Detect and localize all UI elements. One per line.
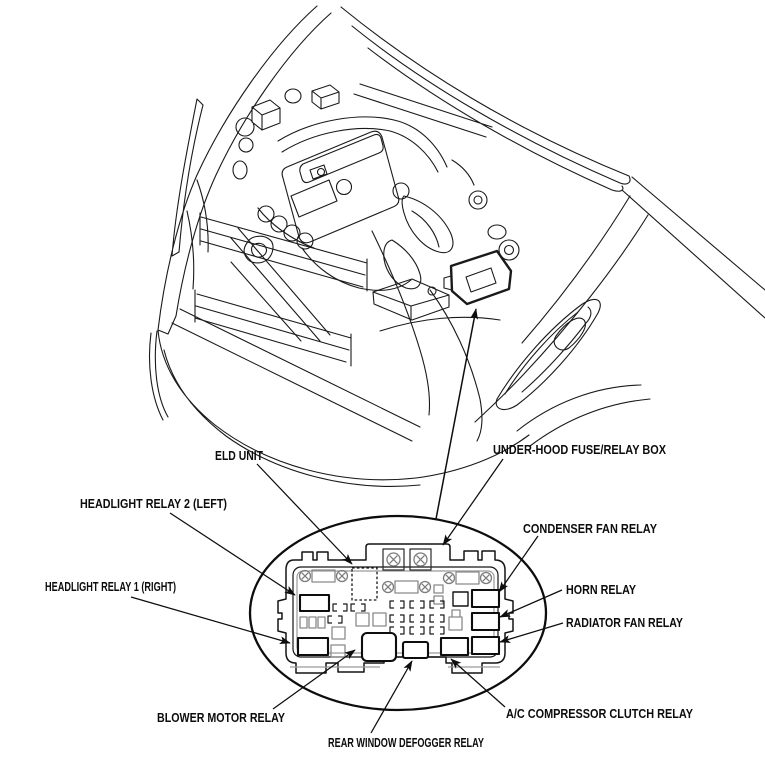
under-hood-box-label-arrow	[443, 459, 503, 545]
under-hood-fuse-relay-box-label: UNDER-HOOD FUSE/RELAY BOX	[493, 442, 667, 457]
front-bumper	[150, 330, 530, 486]
eld-unit-box	[352, 568, 377, 600]
rear-window-defogger-relay-label: REAR WINDOW DEFOGGER RELAY	[328, 735, 485, 750]
horn-relay-arrow	[500, 590, 562, 617]
detail-oval	[250, 516, 546, 710]
windshield-cowl	[341, 7, 630, 191]
ac-compressor-clutch-relay-label: A/C COMPRESSOR CLUTCH RELAY	[506, 706, 694, 721]
blower-motor-relay-label: BLOWER MOTOR RELAY	[157, 710, 286, 725]
intake-duct	[384, 183, 453, 289]
headlight-relay-1-box	[298, 638, 328, 655]
eld-unit-label: ELD UNIT	[215, 448, 264, 463]
horn-relay-box	[472, 613, 499, 630]
blower-motor-relay-arrow	[273, 650, 355, 709]
ac-compressor-clutch-relay-box	[441, 638, 468, 655]
spare-fuse-square	[453, 592, 468, 606]
underhood-fuse-relay-box-location	[451, 251, 511, 304]
condenser-fan-relay-arrow	[499, 536, 538, 592]
headlight-relay-2-label: HEADLIGHT RELAY 2 (LEFT)	[80, 496, 227, 511]
ac-compressor-clutch-relay-arrow	[451, 659, 505, 707]
headlight-relay-1-label: HEADLIGHT RELAY 1 (RIGHT)	[45, 579, 176, 594]
rear-window-defogger-relay-box	[403, 642, 428, 658]
headlight-relay-2-arrow	[170, 513, 295, 595]
eld-unit-arrow	[257, 464, 352, 564]
radiator-fan-relay-label: RADIATOR FAN RELAY	[566, 615, 684, 630]
engine-details	[258, 169, 500, 442]
callout-labels	[45, 442, 693, 750]
headlight-relay-1-arrow	[131, 597, 290, 643]
valve-cover	[282, 131, 399, 243]
wheel-arch	[517, 385, 650, 446]
horn-relay-label: HORN RELAY	[566, 582, 637, 597]
headlight	[496, 299, 600, 409]
a-pillar-fender	[475, 177, 765, 422]
engine-bay-illustration	[150, 6, 765, 486]
inner-fender-lines	[187, 180, 208, 289]
condenser-fan-relay-box	[472, 590, 499, 607]
fuse-box-detail-view	[250, 516, 546, 710]
pulleys-misc	[452, 160, 519, 260]
condenser-fan-relay-label: CONDENSER FAN RELAY	[523, 521, 658, 536]
radiator-fan-relay-box	[472, 637, 499, 654]
grille-slats	[195, 213, 367, 366]
rear-window-defogger-relay-arrow	[371, 661, 412, 733]
headlight-relay-2-box	[300, 595, 329, 611]
hood-outline	[158, 6, 331, 334]
blower-motor-relay-box	[362, 633, 396, 661]
battery	[373, 279, 449, 320]
detail-to-location-arrow	[436, 309, 476, 519]
